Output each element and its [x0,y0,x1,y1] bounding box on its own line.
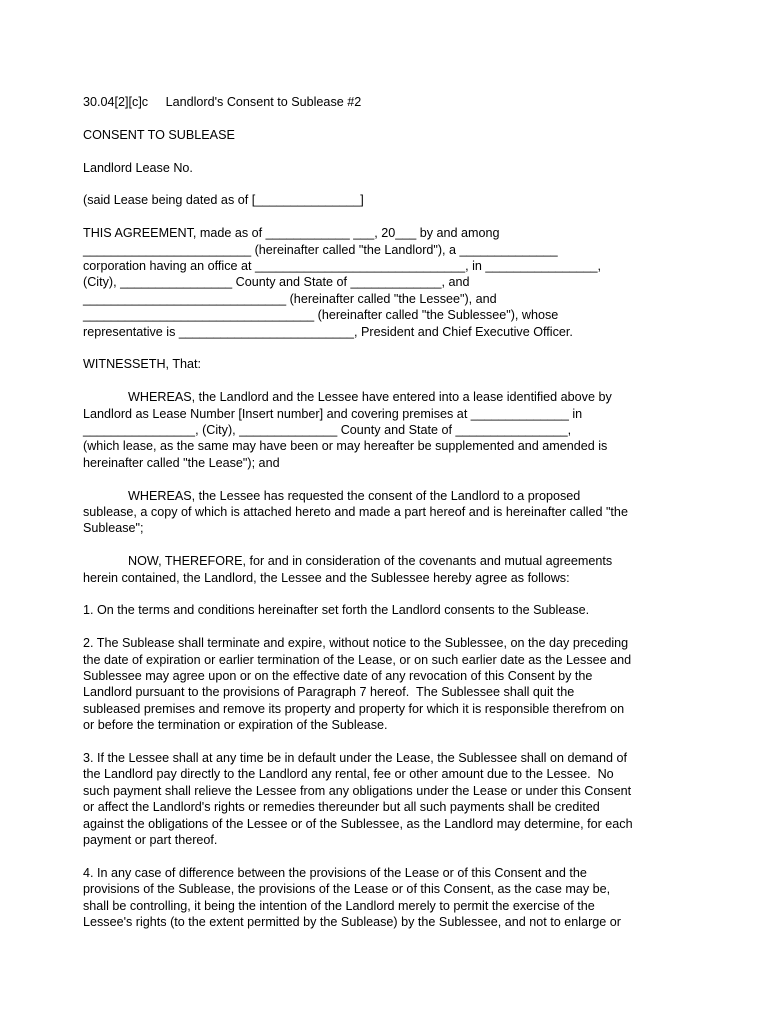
paragraph-line: or before the termination or expiration of the Sublease. [83,718,388,733]
paragraph-line: provisions of the Sublease, the provisions of the Lease or of this Consent, as the case may be, [83,882,611,897]
now-therefore-paragraph [83,553,703,586]
section-header-text: 30.04[2][c]c Landlord's Consent to Sublease #2 [83,95,362,109]
numbered-paragraph-4 [83,865,703,931]
agreement-line: _________________________________ (hereinafter called "the Sublessee"), whose [83,308,559,323]
document-title-text: CONSENT TO SUBLEASE [83,127,235,142]
paragraph-line: against the obligations of the Lessee or of the Sublessee, as the Landlord may determine, for each [83,816,633,831]
paragraph-line: hereinafter called "the Lease"); and [83,455,280,470]
numbered-paragraph-2 [83,635,703,733]
paragraph-line: 2. The Sublease shall terminate and expire, without notice to the Sublessee, on the day preceding [83,636,629,651]
whereas-paragraph-2 [83,488,703,537]
paragraph-line: Landlord pursuant to the provisions of Paragraph 7 hereof. The Sublessee shall quit the [83,685,575,700]
whereas-paragraph-1 [83,389,703,471]
paragraph-line: ________________, (City), ______________ County and State of ________________, [83,423,572,438]
paragraph-line: Sublease"; [83,521,144,536]
document-body [83,94,703,947]
agreement-paragraph [83,225,703,340]
paragraph-line: or affect the Landlord's rights or remedies thereunder but all such payments shall be credited [83,800,600,815]
lease-dated [83,192,703,208]
paragraph-line: herein contained, the Landlord, the Lessee and the Sublessee hereby agree as follows: [83,570,570,585]
paragraph-line: Landlord as Lease Number [Insert number] and covering premises at ______________ in [83,406,583,421]
numbered-paragraph-3 [83,750,703,848]
paragraph-line: 1. On the terms and conditions hereinafter set forth the Landlord consents to the Sublease. [83,603,590,618]
lease-number [83,160,703,176]
paragraph-line: WHEREAS, the Lessee has requested the consent of the Landlord to a proposed [128,488,581,503]
agreement-line: _____________________________ (hereinafter called "the Lessee"), and [83,291,497,306]
agreement-line: THIS AGREEMENT, made as of ____________ ___, 20___ by and among [83,226,500,241]
witnesseth-text: WITNESSETH, That: [83,357,202,372]
paragraph-line: such payment shall relieve the Lessee from any obligations under the Lease or under this Consent [83,783,632,798]
section-header [83,94,703,110]
lease-dated-text: (said Lease being dated as of [_______________] [83,193,364,208]
witnesseth-heading [83,356,703,372]
lease-number-text: Landlord Lease No. [83,160,193,175]
paragraph-line: the date of expiration or earlier termination of the Lease, or on such earlier date as the Lessee and [83,652,632,667]
paragraph-line: Lessee's rights (to the extent permitted by the Sublease) by the Sublessee, and not to enlarge or [83,915,621,930]
agreement-line: representative is _________________________, President and Chief Executive Officer. [83,324,573,339]
paragraph-line: subleased premises and remove its property and property for which it is responsible therefrom on [83,701,625,716]
paragraph-line: (which lease, as the same may have been or may hereafter be supplemented and amended is [83,439,608,454]
paragraph-line: NOW, THEREFORE, for and in consideration of the covenants and mutual agreements [128,554,613,569]
paragraph-line: 4. In any case of difference between the provisions of the Lease or of this Consent and the [83,865,587,880]
agreement-line: corporation having an office at ______________________________, in ________________, [83,259,601,273]
agreement-line: (City), ________________ County and State of _____________, and [83,275,470,290]
paragraph-line: sublease, a copy of which is attached hereto and made a part hereof and is hereinafter called "the [83,505,628,520]
paragraph-line: 3. If the Lessee shall at any time be in default under the Lease, the Sublessee shall on demand of [83,751,627,766]
paragraph-line: payment or part thereof. [83,833,218,848]
paragraph-line: shall be controlling, it being the intention of the Landlord merely to permit the exercise of the [83,898,595,913]
document-title [83,127,703,143]
paragraph-line: Sublessee may agree upon or on the effective date of any revocation of this Consent by the [83,669,593,684]
paragraph-line: the Landlord pay directly to the Landlord any rental, fee or other amount due to the Lessee. No [83,767,614,782]
agreement-line: ________________________ (hereinafter called "the Landlord"), a ______________ [83,242,558,257]
numbered-paragraph-1 [83,602,703,618]
paragraph-line: WHEREAS, the Landlord and the Lessee have entered into a lease identified above by [128,390,612,405]
